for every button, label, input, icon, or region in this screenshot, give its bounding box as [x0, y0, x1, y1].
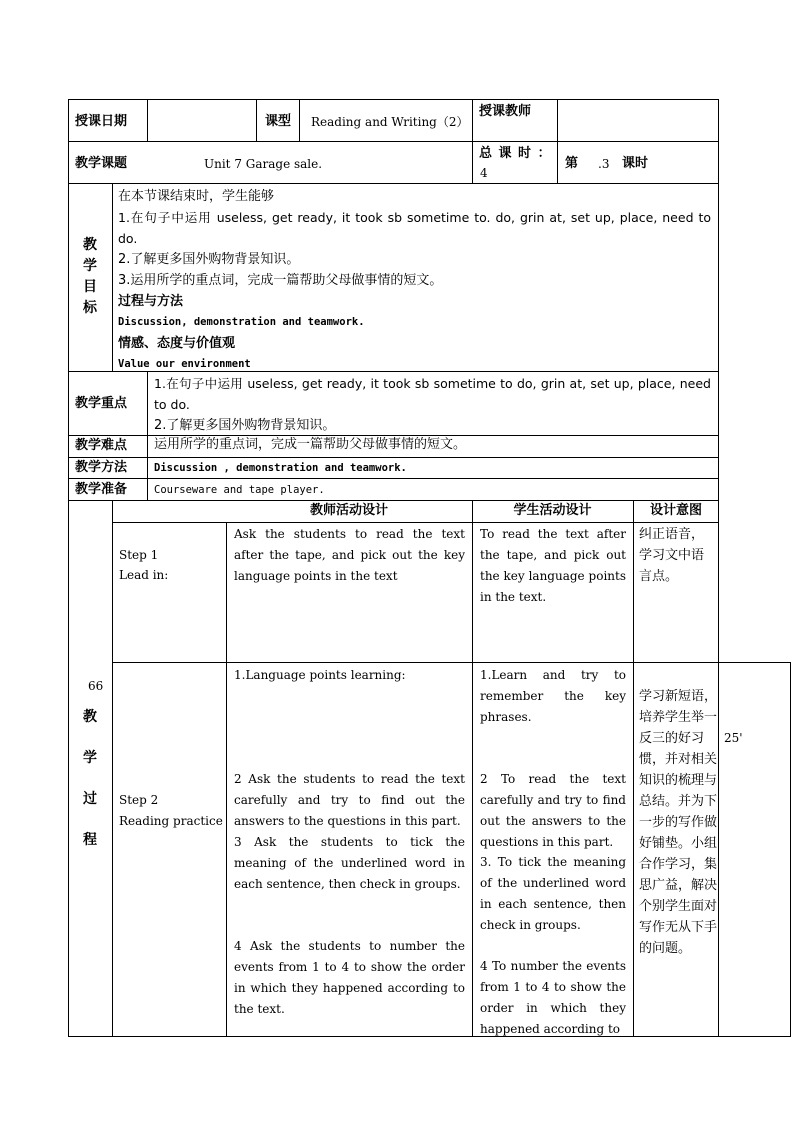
row-divider [112, 522, 719, 523]
step1-intent: 纠正语音，学习文中语言点。 [639, 527, 705, 584]
goals-content [118, 186, 711, 375]
goals-item-3: 3.运用所学的重点词，完成一篇帮助父母做事情的短文。 [118, 273, 443, 288]
step2-student-3: 3. To tick the meaning of the underlined word in each sentence, then check in groups. [480, 855, 626, 932]
method-label: 教学方法 [75, 460, 128, 475]
row-divider [719, 1036, 790, 1037]
emotion-label: 情感、态度与价值观 [118, 336, 236, 351]
process-number: 66 [88, 679, 104, 693]
goals-intro: 在本节课结束时，学生能够 [118, 189, 275, 204]
lesson-no-value: .3 [598, 157, 610, 171]
col-teacher-header: 教师活动设计 [309, 503, 388, 518]
step2-time: 25' [724, 731, 743, 745]
row-divider [68, 141, 719, 142]
goals-item-2: 2.了解更多国外购物背景知识。 [118, 252, 300, 267]
prep-text: Courseware and tape player. [154, 484, 325, 496]
topic-label: 教学课题 [75, 156, 128, 171]
step2-teacher-1: 1.Language points learning: [234, 668, 406, 682]
lesson-type-value: Reading and Writing（2） [311, 115, 469, 129]
emotion-text: Value our environment [118, 358, 251, 370]
process-method-text: Discussion, demonstration and teamwork. [118, 316, 365, 328]
key-point-1: 1.在句子中运用 useless, get ready, it took sb sometime to do, grin at, set up, place, need to do. [154, 376, 711, 412]
step2-teacher-3: 3 Ask the students to tick the meaning of the underlined word in each sentence, then check in groups. [234, 835, 465, 891]
step1-teacher: Ask the students to read the text after the tape, and pick out the key language points in the text [234, 527, 465, 583]
col-divider [112, 183, 113, 371]
difficulty-label: 教学难点 [75, 438, 128, 453]
key-points-content [154, 373, 711, 436]
col-divider [557, 99, 558, 183]
col-divider [790, 662, 791, 1037]
col-divider [112, 500, 113, 1037]
step2-name: Step 2 [119, 793, 159, 807]
total-hours-label: 总 课 时 ： [479, 146, 552, 161]
teacher-label: 授课教师 [479, 104, 532, 119]
col-intent-header: 设计意图 [649, 503, 702, 518]
lesson-type-label: 课型 [265, 114, 292, 129]
lesson-no-prefix: 第 [565, 156, 579, 171]
total-hours-value: 4 [480, 166, 488, 180]
row-divider [112, 662, 790, 663]
col-student-header: 学生活动设计 [513, 503, 592, 518]
step2-intent: 学习新短语，培养学生举一反三的好习惯，并对相关知识的梳理与总结。并为下一步的写作做好铺垫。小组合作学习，集思广益，解决个别学生面对写作无从下手的问题。 [639, 689, 718, 956]
step2-sub: Reading practice [119, 814, 223, 828]
step1-sub: Lead in: [119, 568, 169, 582]
step1-student: To read the text after the tape, and pick out the key language points in the text. [480, 527, 626, 604]
col-divider [633, 500, 634, 1037]
col-divider [256, 99, 257, 141]
step2-teacher-2: 2 Ask the students to read the text carefully and try to find out the answers to the questions in this part. [234, 772, 465, 828]
col-divider [299, 99, 300, 141]
step2-student-1: 1.Learn and try to remember the key phrases. [480, 668, 626, 724]
step2-student-4: 4 To number the events from 1 to 4 to show the order in which they happened according to [480, 959, 626, 1036]
col-divider [147, 99, 148, 141]
lesson-no-suffix: 课时 [622, 156, 649, 171]
col-divider [472, 500, 473, 1037]
difficulty-text: 运用所学的重点词，完成一篇帮助父母做事情的短文。 [154, 437, 467, 452]
row-divider [68, 478, 719, 479]
col-divider [147, 371, 148, 500]
process-label: 教 学 过 程 [83, 709, 97, 848]
col-divider [226, 522, 227, 1037]
col-divider [472, 99, 473, 183]
row-divider [68, 183, 719, 184]
step1-name: Step 1 [119, 548, 159, 562]
key-points-label: 教学重点 [75, 396, 128, 411]
goals-item-1: 1.在句子中运用 useless, get ready, it took sb sometime to. do, grin at, set up, place, need to do. [118, 210, 711, 246]
process-method-label: 过程与方法 [118, 294, 184, 309]
topic-value: Unit 7 Garage sale. [204, 157, 323, 171]
key-point-2: 2.了解更多国外购物背景知识。 [154, 418, 336, 433]
step2-teacher-4: 4 Ask the students to number the events from 1 to 4 to show the order in which they happened according to the text. [234, 939, 465, 1016]
date-label: 授课日期 [75, 114, 128, 129]
prep-label: 教学准备 [75, 482, 128, 497]
method-text: Discussion , demonstration and teamwork. [154, 462, 407, 474]
goals-label: 教 学 目 标 [83, 237, 97, 316]
step2-student-2: 2 To read the text carefully and try to find out the answers to the questions in this part. [480, 772, 626, 849]
